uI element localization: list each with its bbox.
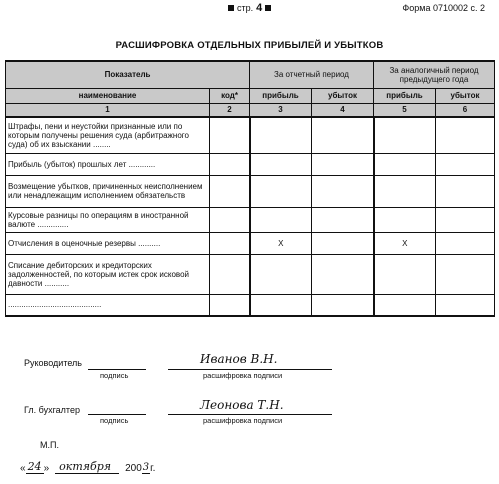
subheader-loss-previous: убыток — [436, 88, 495, 103]
subheader-name: наименование — [6, 88, 210, 103]
profit-prev-cell[interactable]: X — [374, 232, 436, 254]
column-number: 1 — [6, 103, 210, 117]
row-label: .......................................... — [6, 294, 210, 316]
column-number: 3 — [250, 103, 312, 117]
caption-sign: подпись — [100, 416, 129, 425]
column-number: 6 — [436, 103, 495, 117]
caption-decode: расшифровка подписи — [203, 416, 283, 425]
row-label: Прибыль (убыток) прошлых лет ............ — [6, 153, 210, 175]
loss-prev-cell[interactable] — [436, 175, 495, 207]
date-g: г. — [150, 463, 156, 474]
loss-cell[interactable] — [312, 153, 374, 175]
signing-date: « 24 » октября 200 3 г. — [20, 460, 156, 474]
caption-sign: подпись — [100, 371, 129, 380]
loss-prev-cell[interactable] — [436, 117, 495, 153]
square-marker-icon — [228, 5, 234, 11]
accountant-name-handwritten: Леонова Т.Н. — [200, 398, 284, 412]
breakdown-table — [5, 60, 495, 317]
subheader-code: код* — [210, 88, 250, 103]
profit-cell[interactable]: X — [250, 232, 312, 254]
table-row — [6, 232, 495, 254]
page-number: 4 — [256, 2, 263, 14]
code-cell[interactable] — [210, 153, 250, 175]
loss-cell[interactable] — [312, 207, 374, 232]
form-label: Форма 0710002 с. 2 — [402, 3, 485, 13]
accountant-decode-line — [168, 414, 332, 415]
table-row — [6, 153, 495, 175]
page-prefix: стр. — [237, 3, 254, 13]
head-label: Руководитель — [24, 358, 82, 368]
document-title: РАСШИФРОВКА ОТДЕЛЬНЫХ ПРИБЫЛЕЙ И УБЫТКОВ — [115, 40, 384, 51]
profit-prev-cell[interactable] — [374, 153, 436, 175]
header-current-period: За отчетный период — [250, 61, 374, 88]
table-row — [6, 294, 495, 316]
loss-cell[interactable] — [312, 175, 374, 207]
loss-cell[interactable] — [312, 294, 374, 316]
profit-prev-cell[interactable] — [374, 254, 436, 294]
date-year-suffix: 3 — [142, 462, 150, 473]
row-label: Курсовые разницы по операциям в иностранной валюте .............. — [6, 207, 210, 232]
loss-prev-cell[interactable] — [436, 207, 495, 232]
head-name-handwritten: Иванов В.Н. — [200, 352, 278, 366]
code-cell[interactable] — [210, 294, 250, 316]
head-decode-line — [168, 369, 332, 370]
loss-prev-cell[interactable] — [436, 153, 495, 175]
loss-cell[interactable] — [312, 232, 374, 254]
profit-cell[interactable] — [250, 117, 312, 153]
date-month: октября — [55, 460, 119, 474]
subheader-profit-previous: прибыль — [374, 88, 436, 103]
header-indicator: Показатель — [6, 61, 250, 88]
accountant-label: Гл. бухгалтер — [24, 405, 80, 415]
profit-cell[interactable] — [250, 175, 312, 207]
profit-prev-cell[interactable] — [374, 175, 436, 207]
profit-prev-cell[interactable] — [374, 117, 436, 153]
page-number-header — [228, 2, 271, 14]
profit-cell[interactable] — [250, 207, 312, 232]
code-cell[interactable] — [210, 232, 250, 254]
row-label: Списание дебиторских и кредиторских задолженностей, по которым истек срок исковой давности ........... — [6, 254, 210, 294]
row-label: Отчисления в оценочные резервы .......... — [6, 232, 210, 254]
column-number: 5 — [374, 103, 436, 117]
code-cell[interactable] — [210, 175, 250, 207]
row-label: Штрафы, пени и неустойки признанные или по которым получены решения суда (арбитражного суда) об их взыскании ........ — [6, 117, 210, 153]
code-cell[interactable] — [210, 117, 250, 153]
profit-prev-cell[interactable] — [374, 294, 436, 316]
profit-cell[interactable] — [250, 294, 312, 316]
loss-cell[interactable] — [312, 254, 374, 294]
profit-cell[interactable] — [250, 254, 312, 294]
header-previous-period: За аналогичный период предыдущего года — [374, 61, 495, 88]
loss-prev-cell[interactable] — [436, 254, 495, 294]
date-day: 24 — [27, 460, 42, 473]
column-number: 2 — [210, 103, 250, 117]
head-sign-line[interactable] — [88, 369, 146, 370]
loss-prev-cell[interactable] — [436, 232, 495, 254]
loss-cell[interactable] — [312, 117, 374, 153]
profit-prev-cell[interactable] — [374, 207, 436, 232]
date-year-prefix: 200 — [125, 463, 142, 474]
subheader-loss-current: убыток — [312, 88, 374, 103]
caption-decode: расшифровка подписи — [203, 371, 283, 380]
code-cell[interactable] — [210, 254, 250, 294]
table-row — [6, 117, 495, 153]
subheader-profit-current: прибыль — [250, 88, 312, 103]
column-number: 4 — [312, 103, 374, 117]
table-row — [6, 175, 495, 207]
square-marker-icon — [265, 5, 271, 11]
profit-cell[interactable] — [250, 153, 312, 175]
table-row — [6, 254, 495, 294]
code-cell[interactable] — [210, 207, 250, 232]
loss-prev-cell[interactable] — [436, 294, 495, 316]
stamp-place: М.П. — [40, 440, 59, 450]
accountant-sign-line[interactable] — [88, 414, 146, 415]
row-label: Возмещение убытков, причиненных неисполнением или ненадлежащим исполнением обязательств — [6, 175, 210, 207]
table-row — [6, 207, 495, 232]
